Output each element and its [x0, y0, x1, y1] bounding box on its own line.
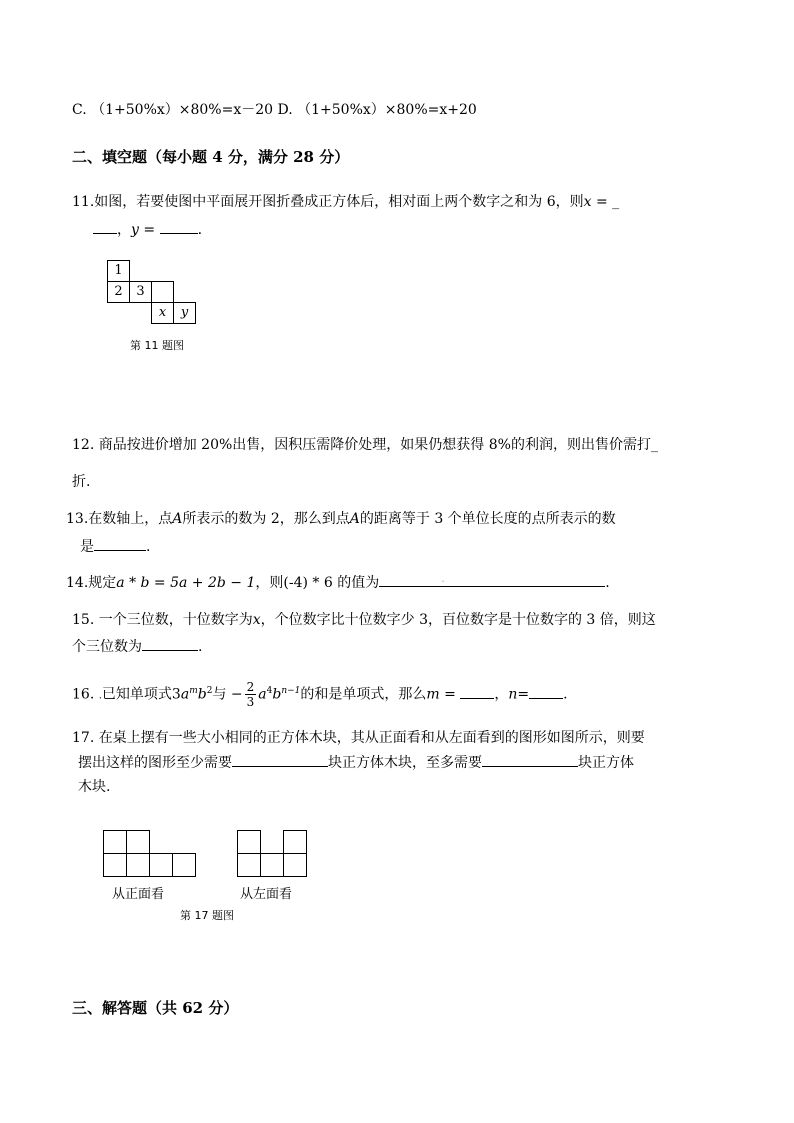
- q17-blank-min[interactable]: [232, 752, 328, 767]
- q16-t2-exp: 4: [266, 685, 273, 696]
- q15-text-a: 15. 一个三位数，十位数字为: [72, 612, 253, 628]
- front-cell: [126, 853, 150, 877]
- q16-pre: 16.: [72, 686, 99, 703]
- q17-blank-max[interactable]: [482, 752, 578, 767]
- front-view-label: 从正面看: [112, 887, 165, 902]
- net-cell-1: 1: [107, 260, 130, 282]
- left-cell: [237, 830, 261, 854]
- answer-options-cd: C. （1+50%x）×80%=x－20 D. （1+50%x）×80%=x+20: [72, 102, 477, 118]
- q16-t2-b: b: [272, 686, 282, 703]
- q16-blank-n[interactable]: [529, 684, 563, 699]
- q16-eq: =: [439, 686, 461, 703]
- q16-blank-m[interactable]: [460, 684, 494, 699]
- q16-var-n: n: [508, 686, 518, 703]
- question-15-line-1: [72, 610, 656, 630]
- q16-t1-b: b: [197, 686, 207, 703]
- q16-eq2: =: [517, 686, 530, 703]
- question-11-line-2: [93, 219, 202, 240]
- q13-text-b: 所表示的数为 2，那么到点: [182, 511, 350, 527]
- q11-blank-x[interactable]: [93, 219, 117, 234]
- left-cell: [283, 830, 307, 854]
- section-3-heading: 三、解答题（共 62 分）: [72, 999, 239, 1017]
- q17-figure-caption: 第 17 题图: [180, 909, 234, 922]
- q17-text-c: 块正方体: [578, 755, 634, 771]
- q14-stray-mark: .: [441, 572, 445, 585]
- left-cell: [283, 853, 307, 877]
- q11-eq2: =: [138, 222, 160, 238]
- q11-blank-y[interactable]: [160, 219, 198, 234]
- q13-end: .: [146, 539, 151, 555]
- q15-text-b: ，个位数字比十位数字少 3，百位数字是十位数字的 3 倍，则这: [260, 612, 656, 628]
- q11-eq: = _: [591, 194, 620, 210]
- question-12-line-2: 折.: [72, 474, 91, 490]
- q14-blank[interactable]: [379, 572, 605, 587]
- q16-var-m: m: [426, 686, 440, 703]
- q16-sep: ，: [494, 686, 509, 703]
- q13-point-a: A: [172, 511, 183, 527]
- q16-t2-base: a: [258, 686, 267, 703]
- q14-expression: a * b = 5a + 2b − 1: [116, 575, 256, 591]
- q14-pre: 14.规定: [66, 575, 117, 591]
- q14-end: .: [605, 575, 610, 591]
- q17-text-b: 块正方体木块，至多需要: [328, 755, 482, 771]
- q16-mid: 与 −: [212, 686, 243, 703]
- q16-text-a: 已知单项式3: [101, 686, 181, 703]
- q16-tick: .: [98, 690, 102, 702]
- net-cell-3: 3: [129, 281, 152, 303]
- left-view-label: 从左面看: [240, 887, 293, 902]
- q13-text-d: 是: [80, 539, 94, 555]
- front-cell: [172, 853, 196, 877]
- q16-t1-base: a: [180, 686, 190, 703]
- question-17-line-3: 木块.: [78, 779, 111, 795]
- q16-t1-exp: m: [189, 685, 198, 696]
- q16-t1-bexp: 2: [206, 685, 213, 696]
- q13-point-a-2: A: [349, 511, 360, 527]
- net-cell-x: x: [151, 302, 174, 324]
- question-16: [72, 680, 568, 709]
- q16-t2-bexp: n−1: [281, 685, 301, 696]
- q17-text-a: 摆出这样的图形至少需要: [78, 755, 232, 771]
- q11-var-x: x: [583, 194, 592, 210]
- net-cell-y: y: [173, 302, 196, 324]
- q15-blank[interactable]: [142, 636, 198, 651]
- q13-text-a: 13.在数轴上，点: [66, 511, 173, 527]
- question-12-line-1: 12. 商品按进价增加 20%出售，因积压需降价处理，如果仍想获得 8%的利润，则出售价需打_: [72, 437, 658, 453]
- question-13-line-2: [80, 536, 150, 557]
- q15-text-c: 个三位数为: [72, 639, 142, 655]
- net-cell-2: 2: [107, 281, 130, 303]
- question-14: [66, 572, 610, 593]
- q13-text-c: 的距离等于 3 个单位长度的点所表示的数: [359, 511, 616, 527]
- q16-fraction: [245, 680, 257, 709]
- question-13-line-1: [66, 509, 616, 529]
- net-cell-blank: [151, 281, 174, 303]
- front-cell: [103, 830, 127, 854]
- q16-frac-den: 3: [246, 695, 255, 709]
- q16-frac-num: 2: [246, 680, 255, 694]
- question-11-line-1: [72, 192, 619, 212]
- left-cell: [237, 853, 261, 877]
- q14-mid: ，则(-4) * 6 的值为: [255, 575, 380, 591]
- left-cell: [260, 853, 284, 877]
- front-cell: [103, 853, 127, 877]
- question-17-line-1: 17. 在桌上摆有一些大小相同的正方体木块，其从正面看和从左面看到的图形如图所示，则要: [72, 730, 645, 746]
- q15-end: .: [198, 639, 203, 655]
- section-2-heading: 二、填空题（每小题 4 分，满分 28 分）: [72, 148, 350, 166]
- q15-var-x: x: [252, 612, 261, 628]
- front-cell: [149, 853, 173, 877]
- q11-var-y: y: [131, 222, 139, 238]
- q16-end: .: [563, 686, 568, 703]
- question-15-line-2: [72, 636, 202, 657]
- q16-post: 的和是单项式，那么: [300, 686, 427, 703]
- q11-end: .: [197, 222, 203, 238]
- q11-text: 11.如图，若要使图中平面展开图折叠成正方体后，相对面上两个数字之和为 6，则: [72, 194, 584, 210]
- front-cell: [126, 830, 150, 854]
- q11-figure-caption: 第 11 题图: [130, 339, 184, 352]
- q13-blank[interactable]: [94, 536, 146, 551]
- q11-sep: ，: [117, 222, 131, 238]
- question-17-line-2: [78, 752, 634, 773]
